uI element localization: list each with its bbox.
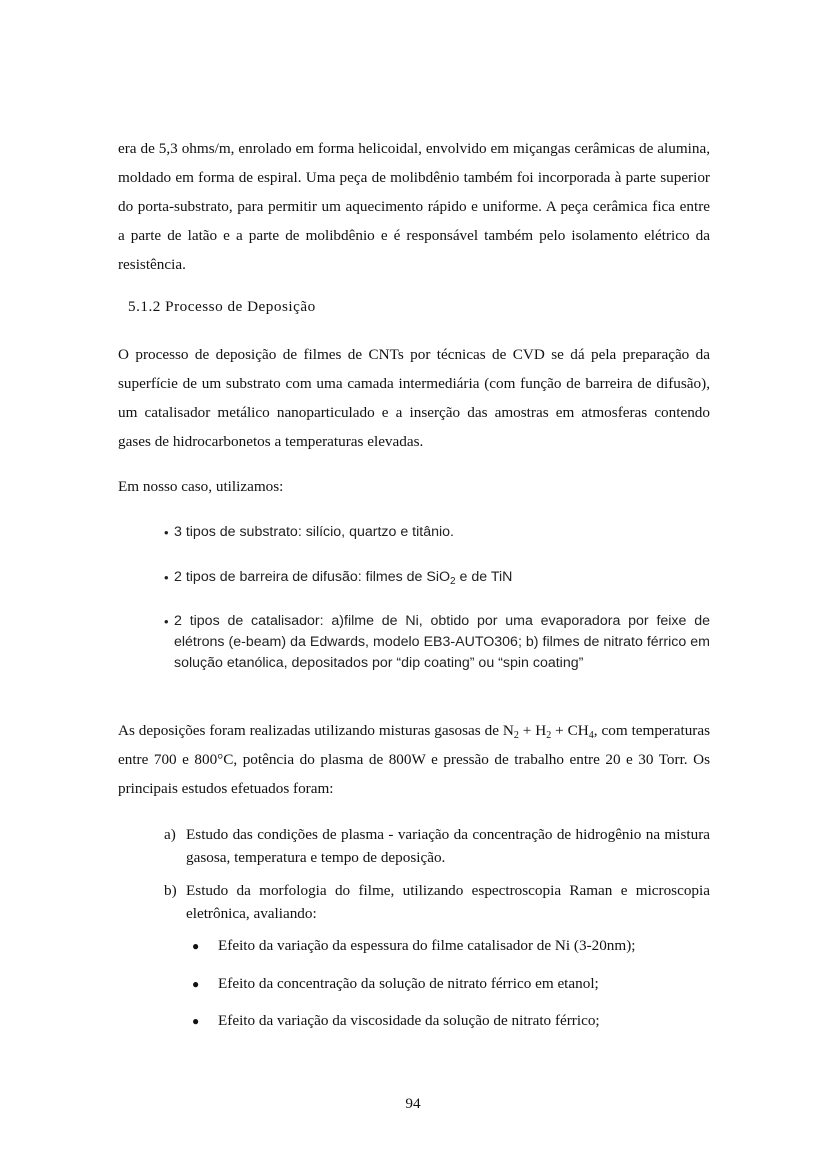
list-item [160,611,710,674]
bullet-icon: ● [192,939,200,953]
list-item-text: 2 tipos de barreira de difusão: filmes de SiO$_2$ e de TiN [174,569,513,587]
bullet-icon: • [164,525,169,540]
list-item-text: 3 tipos de substrato: silício, quartzo e titânio. [174,524,454,540]
list-item-text: Estudo das condições de plasma - variação da concentração de hidrogênio na mistura gasosa, temperatura e tempo de deposição. [186,826,710,866]
list-item [192,1010,692,1032]
paragraph-heater-description: era de 5,3 ohms/m, enrolado em forma helicoidal, envolvido em miçangas cerâmicas de alumina, moldado em forma de espiral. Uma peça de molibdênio também foi incorporada à parte superior do porta-substrato, para permitir um aquecimento rápido e uniforme. A peça cerâmica fica entre a parte de latão e a parte de molibdênio e é responsável também pelo isolamento elétrico da resistência. [118,140,710,273]
bullet-icon: • [164,614,169,629]
list-item-text: Efeito da concentração da solução de nitrato férrico em etanol; [218,975,599,992]
list-marker: a) [164,826,176,843]
bullet-icon: • [164,570,169,585]
page-number: 94 [405,1095,421,1112]
section-heading: 5.1.2 Processo de Deposição [128,298,316,315]
list-item-text: Efeito da variação da viscosidade da solução de nitrato férrico; [218,1012,600,1029]
paragraph-our-case: Em nosso caso, utilizamos: [118,478,284,495]
list-item-text: 2 tipos de catalisador: a)filme de Ni, obtido por uma evaporadora por feixe de elétrons (e-beam) da Edwards, modelo EB3-AUTO306; b) filmes de nitrato férrico em solução etanólica, depositados por “dip coating” ou “spin coating” [174,613,710,671]
list-item-text: Efeito da variação da espessura do filme catalisador de Ni (3-20nm); [218,937,636,954]
list-item [192,973,692,995]
list-marker: b) [164,882,177,899]
bullet-icon: ● [192,1014,200,1028]
paragraph-deposition-process: O processo de deposição de filmes de CNTs por técnicas de CVD se dá pela preparação da superfície de um substrato com uma camada intermediária (com função de barreira de difusão), um catalisador metálico nanoparticulado e a inserção das amostras em atmosferas contendo gases de hidrocarbonetos a temperaturas elevadas. [118,346,710,450]
list-item [164,823,710,869]
list-item [160,522,710,543]
list-item [160,567,710,588]
paragraph-deposition-conditions: As deposições foram realizadas utilizando misturas gasosas de $N_2 + H_2 + CH_4$, com temperaturas entre 700 e 800°C, potência do plasma de 800W e pressão de trabalho entre 20 e 30 Torr. Os principais estudos efetuados foram: [118,722,710,797]
list-item [164,879,710,925]
bullet-icon: ● [192,977,200,991]
list-item [192,935,692,957]
list-item-text: Estudo da morfologia do filme, utilizando espectroscopia Raman e microscopia eletrônica, avaliando: [186,882,710,922]
